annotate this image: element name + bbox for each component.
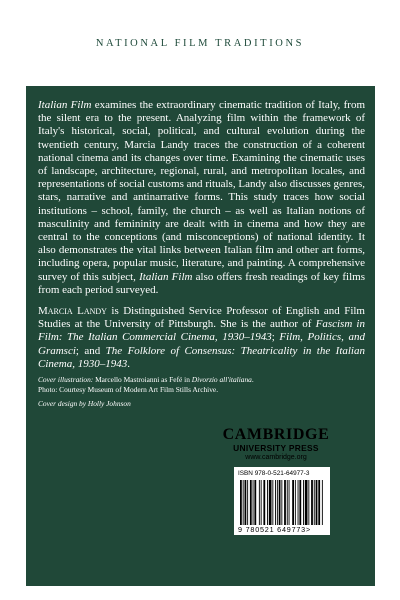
barcode-bar [311, 480, 313, 525]
barcode-bar [316, 480, 318, 525]
barcode-bar [267, 480, 268, 525]
barcode-bars [238, 480, 327, 525]
photo-credit: Photo: Courtesy Museum of Modern Art Film Stills Archive. [38, 384, 219, 394]
barcode-bar [261, 480, 262, 525]
design-credit: Cover design by Holly Johnson [38, 399, 131, 409]
author-bio [38, 305, 365, 371]
barcode-bar [263, 480, 265, 525]
barcode-bar [250, 480, 252, 525]
publisher-name: CAMBRIDGE [222, 426, 330, 443]
series-header [0, 0, 400, 86]
author-name: Marcia Landy [38, 305, 107, 318]
isbn-number: ISBN 978-0-521-64977-3 [238, 470, 310, 477]
publisher-logo [220, 426, 332, 462]
barcode-digits [238, 526, 327, 534]
description-end: also offers fresh readings of key films from each period surveyed. [38, 270, 365, 296]
barcode-bar [245, 480, 247, 525]
series-title: NATIONAL FILM TRADITIONS [95, 37, 305, 49]
cover-illustration-credit [38, 375, 365, 385]
barcode-bar [275, 480, 276, 525]
barcode [234, 467, 330, 535]
barcode-bar [295, 480, 296, 525]
barcode-bar [322, 480, 323, 525]
bio-separator-2: ; and [75, 344, 106, 357]
barcode-bar [243, 480, 244, 525]
cover-end: . [251, 375, 254, 385]
book-title-3: The Folklore of Consensus: Theatricality in the Italian Cinema, 1930–1943 [38, 344, 365, 370]
barcode-bar [277, 480, 278, 525]
publisher-url: www.cambridge.org [245, 454, 307, 461]
barcode-bar [314, 480, 315, 525]
book-title-1: Fascism in Film: The Italian Commercial Cinema, 1930–1943 [38, 318, 365, 344]
book-description [38, 99, 365, 297]
bio-text: is Distinguished Service Professor of English and Film Studies at the University of Pittsburgh. She is the author of [38, 305, 365, 331]
barcode-bar [292, 480, 294, 525]
barcode-bar [289, 480, 290, 525]
barcode-bar [253, 480, 254, 525]
cover-label: Cover illustration: [38, 375, 94, 385]
barcode-bar [272, 480, 273, 525]
barcode-bar [318, 480, 320, 525]
barcode-bar [254, 480, 256, 525]
publisher-sub: UNIVERSITY PRESS [233, 443, 319, 453]
barcode-bar [305, 480, 308, 525]
description-text: examines the extraordinary cinematic tradition of Italy, from the silent era to the present. Analyzing film within the framework of Italy's historical, social, political, and cultural evolution during the twentieth century, Marcia Landy traces the construction of a coherent national cinema and its changes over time. Examining the cinematic uses of landscape, architecture, regional, rural, and metropolitan locales, and representations of social customs and rituals, Landy also discusses genres, stars, narrative and antinarrative forms. This study traces how social institutions – school, family, the church – as well as Italian notions of masculinity and femininity are dealt with in cinema and how they are central to the conceptions (and misconceptions) of national identity. It also demonstrates the vital links between Italian film and other art forms, including opera, popular music, literature, and painting. A comprehensive survey of this subject, [38, 99, 365, 283]
title-italic: Italian Film [38, 99, 92, 111]
barcode-bar [240, 480, 242, 525]
cover-film: Divorzio all'italiana [191, 375, 252, 385]
barcode-bar [269, 480, 272, 525]
cover-credits [38, 375, 365, 394]
barcode-bar [299, 480, 301, 525]
barcode-bar [298, 480, 299, 525]
bio-separator-1: ; [271, 331, 280, 344]
cover-text: Marcello Mastroianni as Fefé in [93, 375, 192, 385]
barcode-bar [247, 480, 248, 525]
bio-end: . [127, 357, 130, 370]
title-italic-2: Italian Film [139, 270, 193, 283]
barcode-bar [287, 480, 288, 525]
barcode-bar [279, 480, 281, 525]
barcode-bar [259, 480, 260, 525]
barcode-digit-string: 9 780521 649773 [238, 525, 306, 534]
barcode-bar [303, 480, 304, 525]
barcode-bar [284, 480, 286, 525]
barcode-end-mark: > [305, 525, 311, 534]
barcode-bar [308, 480, 309, 525]
book-title-2: Film, Politics, and Gramsci [38, 331, 365, 357]
barcode-bar [281, 480, 282, 525]
